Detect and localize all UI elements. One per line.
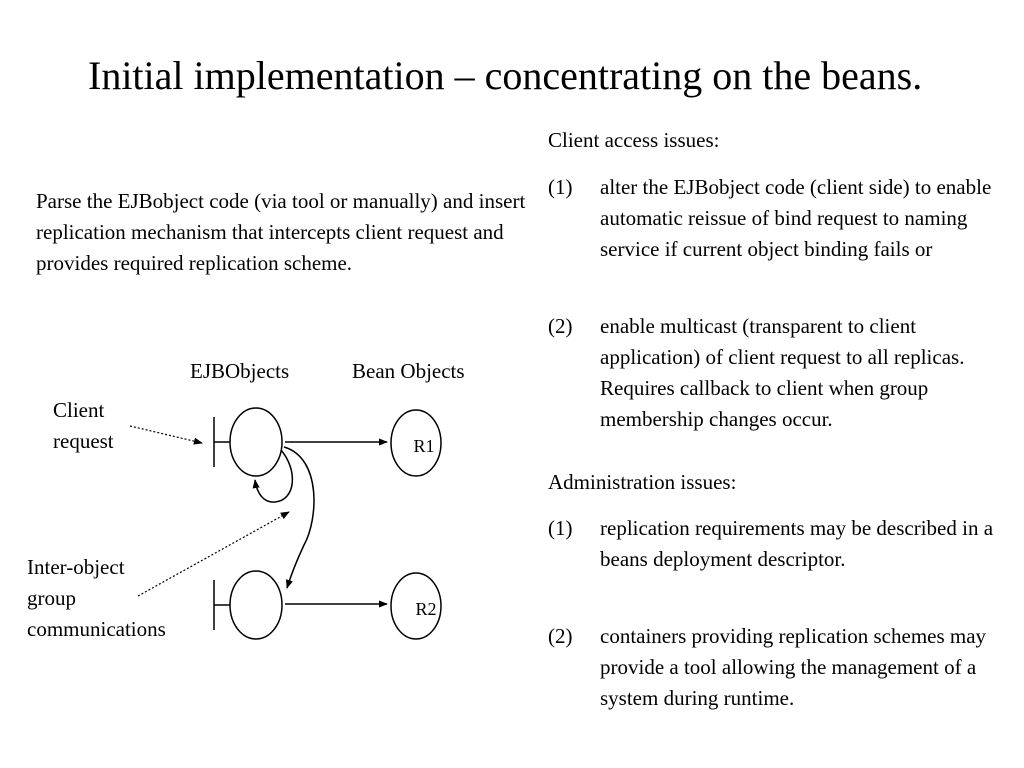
group-comm-arrow — [138, 512, 289, 596]
group-comm-label-line3: communications — [27, 617, 166, 641]
administration-item-2-number: (2) — [548, 624, 573, 648]
client-access-item-2-text: enable multicast (transparent to client application) of client request to all replicas. Requires callback to client when group membership changes occur. — [600, 314, 965, 431]
administration-item-1-text: replication requirements may be described in a beans deployment descriptor. — [600, 516, 994, 571]
group-comm-curve-loop — [255, 450, 292, 502]
client-request-label-line1: Client — [53, 398, 105, 422]
ejbobject-2-node — [230, 571, 282, 639]
group-comm-label-line1: Inter-object — [27, 555, 125, 579]
client-request-arrow — [130, 426, 202, 443]
administration-item-1 — [548, 513, 1018, 575]
group-comm-curve-down — [284, 447, 314, 588]
client-access-item-2-number: (2) — [548, 314, 573, 338]
client-access-item-2 — [548, 311, 1018, 435]
administration-item-2-text: containers providing replication schemes may provide a tool allowing the management of a system during runtime. — [600, 624, 987, 710]
administration-heading: Administration issues: — [548, 470, 737, 494]
client-access-item-1 — [548, 172, 1018, 265]
intro-paragraph: Parse the EJBobject code (via tool or manually) and insert replication mechanism that intercepts client request and provides required replication scheme. — [36, 189, 526, 275]
ejbobjects-column-label: EJBObjects — [190, 359, 290, 383]
administration-item-2 — [548, 621, 1018, 714]
replica-r2-label: R2 — [415, 599, 437, 619]
client-access-heading: Client access issues: — [548, 128, 720, 152]
client-access-item-1-text: alter the EJBobject code (client side) to enable automatic reissue of bind request to naming service if current object binding fails or — [600, 175, 992, 261]
ejbobject-1-node — [230, 408, 282, 476]
bean-objects-column-label: Bean Objects — [352, 359, 465, 383]
replica-r1-label: R1 — [413, 436, 435, 456]
client-access-item-1-number: (1) — [548, 175, 573, 199]
replica-r1-node — [391, 410, 441, 476]
replica-r2-node — [391, 573, 441, 639]
client-request-label-line2: request — [53, 429, 114, 453]
administration-item-1-number: (1) — [548, 516, 573, 540]
slide-title: Initial implementation – concentrating on the beans. — [88, 53, 923, 98]
group-comm-label-line2: group — [27, 586, 76, 610]
